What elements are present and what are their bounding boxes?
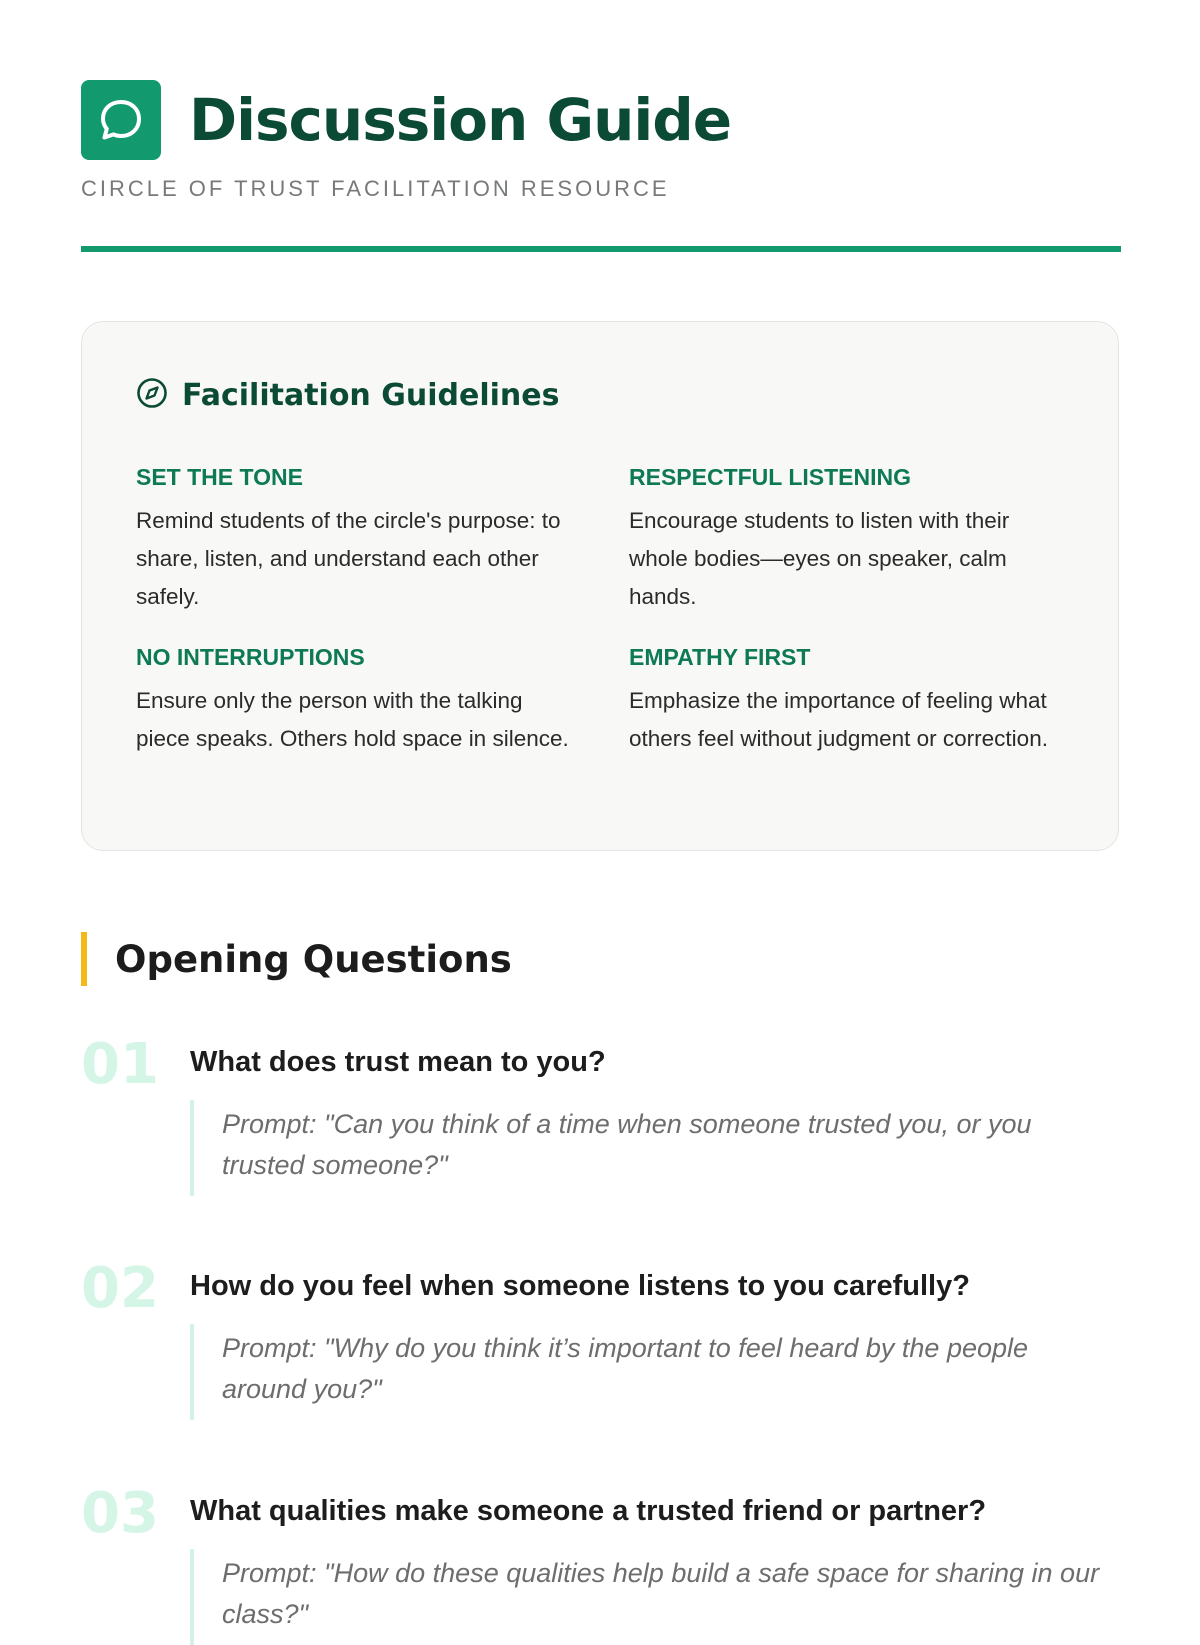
guideline-label: EMPATHY FIRST: [629, 644, 811, 670]
guidelines-card: [81, 321, 1119, 851]
section-accent-bar: [81, 932, 87, 986]
guideline-text: Ensure only the person with the talking piece speaks. Others hold space in silence.: [136, 688, 569, 751]
guideline-text: Encourage students to listen with their whole bodies—eyes on speaker, calm hands.: [629, 508, 1010, 609]
question-number: 01: [81, 1032, 159, 1097]
guideline-label: SET THE TONE: [136, 464, 303, 490]
question-prompt: Prompt: "Can you think of a time when someone trusted you, or you trusted someone?": [190, 1100, 1100, 1196]
compass-icon: [136, 377, 168, 413]
question-prompt: Prompt: "Why do you think it’s important to feel heard by the people around you?": [190, 1324, 1100, 1420]
guideline-label: NO INTERRUPTIONS: [136, 644, 365, 670]
guideline-respectful-listening: [629, 462, 1069, 616]
question-number: 02: [81, 1256, 159, 1321]
guidelines-heading: [136, 377, 559, 413]
page-title: Discussion Guide: [189, 86, 732, 154]
question-number: 03: [81, 1481, 159, 1546]
guideline-label: RESPECTFUL LISTENING: [629, 464, 911, 490]
guideline-text: Emphasize the importance of feeling what others feel without judgment or correction.: [629, 688, 1048, 751]
question-text: What qualities make someone a trusted friend or partner?: [190, 1495, 987, 1527]
guidelines-title: Facilitation Guidelines: [182, 377, 560, 413]
section-heading-opening-questions: [81, 932, 512, 986]
chat-bubble-icon: [81, 80, 161, 160]
header-divider: [81, 246, 1121, 252]
question-prompt: Prompt: "How do these qualities help build a safe space for sharing in our class?": [190, 1549, 1100, 1645]
section-title: Opening Questions: [115, 937, 512, 981]
question-text: What does trust mean to you?: [190, 1046, 606, 1078]
page-subtitle: CIRCLE OF TRUST FACILITATION RESOURCE: [81, 176, 670, 201]
guideline-text: Remind students of the circle's purpose: to share, listen, and understand each other safely.: [136, 508, 561, 609]
guideline-empathy-first: [629, 642, 1069, 758]
guideline-no-interruptions: [136, 642, 576, 758]
guideline-set-the-tone: [136, 462, 576, 616]
question-text: How do you feel when someone listens to you carefully?: [190, 1270, 970, 1302]
